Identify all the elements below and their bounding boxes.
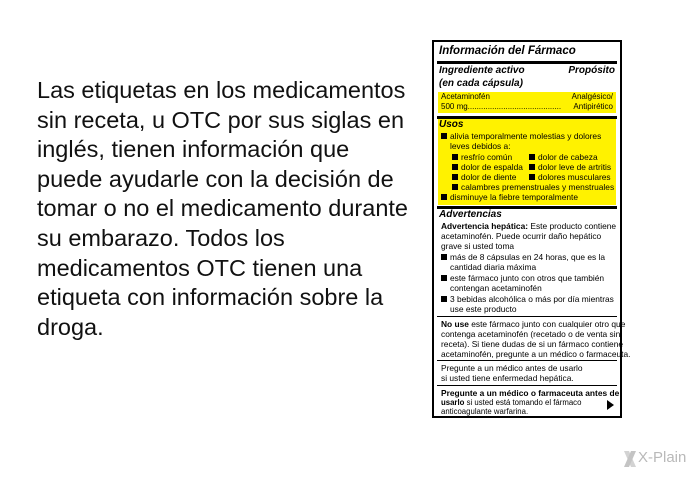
bullet-icon [529,154,535,160]
do-not-use-text: No use este fármaco junto con cualquier otro que [441,319,626,329]
ask-pharmacist-text: Pregunte a un médico o farmaceuta antes de [441,388,620,398]
use-item: calambres premenstruales y menstruales [452,182,614,192]
use-item: dolores musculares [529,172,611,182]
label-divider [437,61,617,64]
warning-item: este fármaco junto con otros que también [441,273,604,283]
uses-line: alivia temporalmente molestias y dolores [441,131,601,141]
label-divider [437,360,617,361]
uses-line: leves debidos a: [450,141,511,151]
logo-text: X-Plain [638,449,687,466]
uses-title: Usos [439,119,464,130]
uses-line: disminuye la fiebre temporalmente [441,192,578,202]
ingredient-subheader: (en cada cápsula) [439,78,523,89]
liver-warning-line: grave si usted toma [441,241,515,251]
warning-item: más de 8 cápsulas en 24 horas, que es la [441,252,605,262]
warnings-title: Advertencias [439,209,502,220]
label-title: Información del Fármaco [439,45,576,57]
use-item: dolor de diente [452,172,516,182]
continue-arrow-icon [607,400,614,410]
bullet-icon [529,174,535,180]
warning-item-line: cantidad diaria máxima [450,262,537,272]
bullet-icon [441,254,447,260]
x-plain-logo [622,447,696,471]
ask-doctor-line: si usted tiene enfermedad hepática. [441,373,574,383]
bullet-icon [452,184,458,190]
ingredient-name: Acetaminofén [441,92,490,101]
do-not-use-line: receta). Si tiene dudas de si un fármaco contiene [441,339,624,349]
bullet-icon [452,174,458,180]
ingredient-header: Ingrediente activo [439,65,525,76]
use-item: resfrío común [452,152,512,162]
ask-doctor-text: Pregunte a un médico antes de usarlo [441,363,583,373]
bullet-icon [529,164,535,170]
warning-item-line: use este producto [450,304,517,314]
use-item: dolor leve de artritis [529,162,611,172]
liver-warning-line: acetaminofén. Puede ocurrir daño hepático [441,231,602,241]
ask-pharmacist-line: usarlo si usted está tomando el fármaco [441,398,582,407]
use-item: dolor de cabeza [529,152,598,162]
label-divider [437,385,617,386]
use-item: dolor de espalda [452,162,523,172]
ask-pharmacist-line: anticoagulante warfarina. [441,407,529,416]
do-not-use-line: acetaminofén, pregunte a un médico o farmaceuta. [441,349,631,359]
liver-warning: Advertencia hepática: Este producto contiene [441,221,617,231]
bullet-icon [441,194,447,200]
bullet-icon [452,154,458,160]
purpose-analgesic: Analgésico/ [571,92,613,101]
drug-facts-label [432,40,631,418]
purpose-antipyretic: Antipirético [573,102,613,111]
bullet-icon [441,133,447,139]
bullet-icon [441,296,447,302]
purpose-header: Propósito [568,65,615,76]
ingredient-dose: 500 mg.......................................... [441,102,562,111]
bullet-icon [452,164,458,170]
bullet-icon [441,275,447,281]
warning-item: 3 bebidas alcohólica o más por día mientras [441,294,614,304]
warning-item-line: contengan acetaminofén [450,283,542,293]
label-divider [437,316,617,317]
intro-paragraph: Las etiquetas en los medicamentos sin receta, u OTC por sus siglas en inglés, tienen información que puede ayudarle con la decisión de tomar o no el medicamento durante su embarazo. Todos los medicamentos OTC tienen una etiqueta con información sobre la droga. [37,77,408,340]
x-logo-icon [622,448,638,470]
do-not-use-line: contenga acetaminofén (recetado o de venta sin [441,329,621,339]
